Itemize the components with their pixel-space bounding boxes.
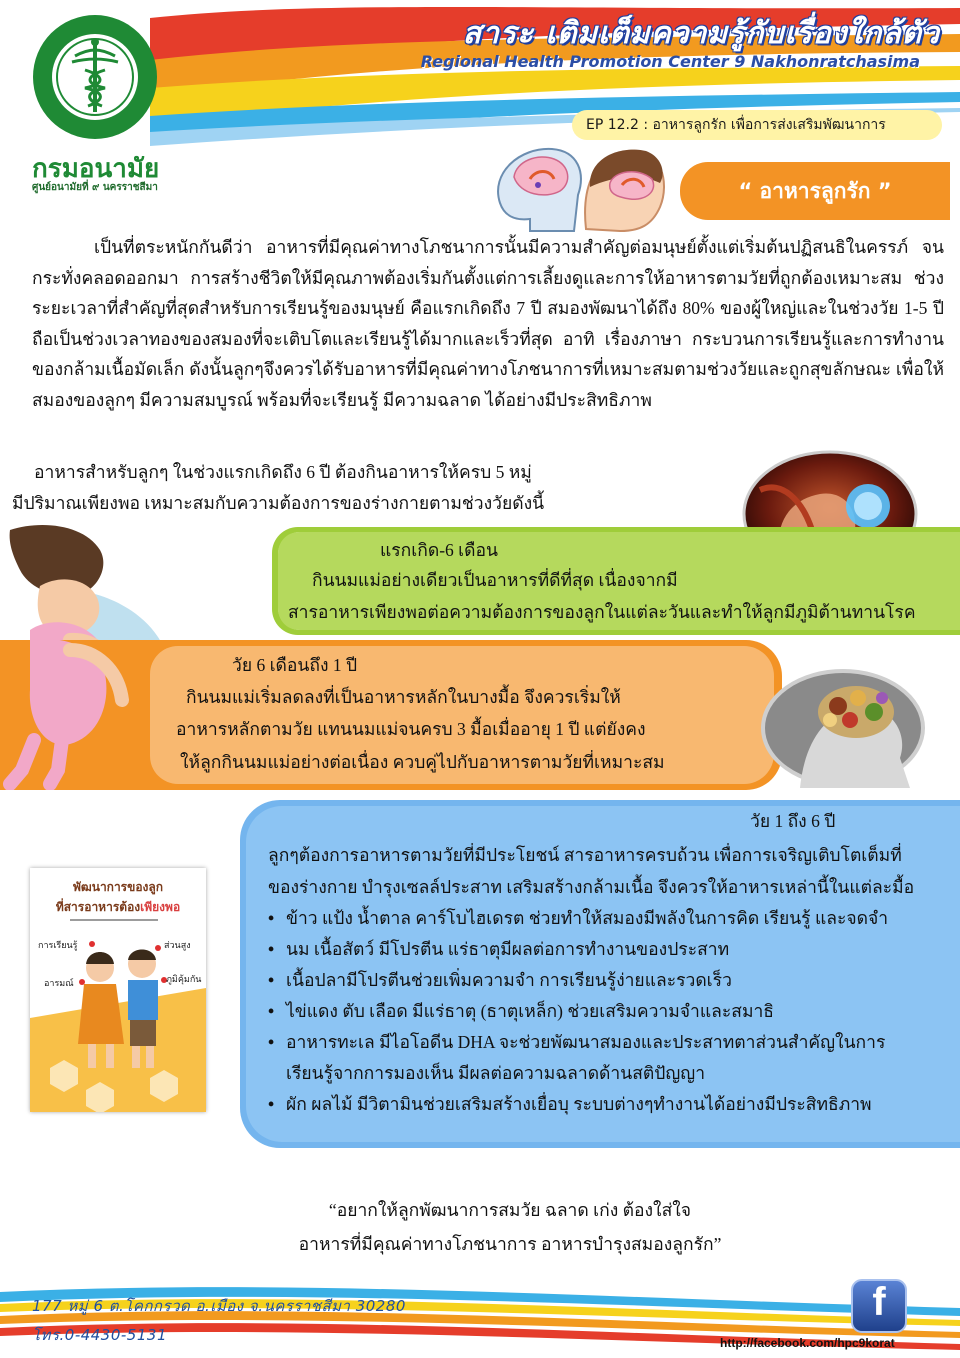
poster-label-immunity: ภูมิคุ้มกัน <box>166 975 202 985</box>
topic-title-box: “ อาหารลูกรัก ” <box>680 162 950 220</box>
infant-heading: วัย 6 เดือนถึง 1 ปี <box>232 655 358 675</box>
poster-label-mood: อารมณ์ <box>44 979 74 989</box>
list-item: • ผัก ผลไม้ มีวิตามินช่วยเสริมสร้างเยื่อบุ ระบบต่างๆทำงานได้อย่างมีประสิทธิภาพ <box>268 1089 958 1120</box>
lead-text <box>12 457 602 518</box>
department-subtitle: ศูนย์อนามัยที่ ๙ นครราชสีมา <box>32 182 158 193</box>
header-title: สาระ เติมเต็มความรู้กับเรื่องใกล้ตัว <box>462 16 940 51</box>
child-brain-illustration <box>490 143 670 235</box>
header-subtitle: Regional Health Promotion Center 9 Nakhonratchasima <box>420 52 920 71</box>
facebook-icon[interactable] <box>848 1276 910 1336</box>
poster-label-height: ส่วนสูง <box>164 941 191 951</box>
ministry-logo-icon <box>30 12 160 142</box>
list-item: • ไข่แดง ตับ เลือด มีแร่ธาตุ (ธาตุเหล็ก) ช่วยเสริมความจำและสมาธิ <box>268 996 958 1027</box>
poster-title-2b: เพียงพอ <box>140 900 181 914</box>
newborn-line-2: สารอาหารเพียงพอต่อความต้องการของลูกในแต่ละวันและทำให้ลูกมีภูมิต้านทานโรค <box>288 602 916 622</box>
poster-title-1: พัฒนาการของลูก <box>72 880 164 894</box>
infant-line-2: อาหารหลักตามวัย แทนนมแม่จนครบ 3 มื้อเมื่ออายุ 1 ปี แต่ยังคง <box>176 719 646 739</box>
facebook-link[interactable]: http://facebook.com/hpc9korat <box>720 1336 895 1350</box>
poster-title-2a: ที่สารอาหารต้อง <box>55 900 141 914</box>
toddler-food-list <box>268 903 958 1120</box>
infant-line-3: ให้ลูกกินนมแม่อย่างต่อเนื่อง ควบคู่ไปกับอาหารตามวัยที่เหมาะสม <box>180 752 665 772</box>
closing-line-1: “อยากให้ลูกพัฒนาการสมวัย ฉลาด เก่ง ต้องใส่ใจ <box>328 1200 692 1220</box>
footer-address: 177 หมู่ 6 ต.โคกกรวด อ.เมือง จ.นครราชสีมา 30280 <box>32 1297 406 1315</box>
mother-baby-overlap <box>0 640 168 790</box>
toddler-heading: วัย 1 ถึง 6 ปี <box>750 811 836 831</box>
list-item: • เนื้อปลามีโปรตีนช่วยเพิ่มความจำ การเรียนรู้ง่ายและรวดเร็ว <box>268 965 958 996</box>
episode-label: EP 12.2 : อาหารลูกรัก เพื่อการส่งเสริมพัฒนาการ <box>572 110 942 140</box>
lead-line-1: อาหารสำหรับลูกๆ ในช่วงแรกเกิดถึง 6 ปี ต้องกินอาหารให้ครบ 5 หมู่ <box>34 462 532 482</box>
closing-line-2: อาหารที่มีคุณค่าทางโภชนาการ อาหารบำรุงสมองลูกรัก” <box>298 1234 722 1254</box>
list-item-continuation-text: เรียนรู้จากการมองเห็น มีผลต่อความฉลาดด้านสติปัญญา <box>286 1063 706 1083</box>
poster-label-learning: การเรียนรู้ <box>38 941 78 951</box>
poster-title-2 <box>30 898 206 917</box>
list-item: • นม เนื้อสัตว์ มีโปรตีน แร่ธาตุมีผลต่อการทำงานของประสาท <box>268 934 958 965</box>
closing-quote <box>200 1193 820 1261</box>
list-item-continuation <box>268 1058 958 1089</box>
development-poster <box>30 868 206 1112</box>
newborn-heading: แรกเกิด-6 เดือน <box>380 540 498 560</box>
brain-food-image <box>760 668 926 788</box>
lead-line-2: มีปริมาณเพียงพอ เหมาะสมกับความต้องการของร่างกายตามช่วงวัยดังนี้ <box>12 492 545 513</box>
infant-line-1: กินนมแม่เริ่มลดลงที่เป็นอาหารหลักในบางมื้อ จึงควรเริ่มให้ <box>186 687 621 707</box>
facebook-glyph: f <box>872 1280 886 1324</box>
department-name: กรมอนามัย <box>32 154 160 184</box>
newborn-line-1: กินนมแม่อย่างเดียวเป็นอาหารที่ดีที่สุด เนื่องจากมี <box>312 570 678 590</box>
toddler-intro-2: ของร่างกาย บำรุงเซลล์ประสาท เสริมสร้างกล้ามเนื้อ จึงควรให้อาหารเหล่านี้ในแต่ละมื้อ <box>268 877 915 897</box>
toddler-intro-1: ลูกๆต้องการอาหารตามวัยที่มีประโยชน์ สารอาหารครบถ้วน เพื่อการเจริญเติบโตเต็มที่ <box>268 845 902 865</box>
intro-paragraph: เป็นที่ตระหนักกันดีว่า อาหารที่มีคุณค่าทางโภชนาการนั้นมีความสำคัญต่อมนุษย์ตั้งแต่เริ่มต้นปฏิสนธิในครรภ์ จนกระทั่งคลอดออกมา การสร้างชีวิตให้มีคุณภาพต้องเริ่มกันตั้งแต่การเลี้ยงดูและการให้อาหารตามวัยที่ถูกต้องเหมาะสม ช่วงระยะเวลาที่สำคัญที่สุดสำหรับการเรียนรู้ของมนุษย์ คือแรกเกิดถึง 7 ปี สมองพัฒนาได้ถึง 80% ของผู้ใหญ่และในช่วงวัย 1-5 ปี ถือเป็นช่วงเวลาทองของสมองที่จะเติบโตและเรียนรู้ได้มากและเร็วที่สุด อาทิ เรื่องภาษา กระบวนการเรียนรู้และการทำงานของกล้ามเนื้อมัดเล็ก ดังนั้นลูกๆจึงควรได้รับอาหารที่มีคุณค่าทางโภชนาการที่เหมาะสมตามช่วงวัยและถูกสุขลักษณะ เพื่อให้สมองของลูกๆ มีความสมบูรณ์ พร้อมที่จะเรียนรู้ มีความฉลาด ได้อย่างมีประสิทธิภาพ <box>32 237 944 410</box>
list-item: • อาหารทะเล มีไอโอดีน DHA จะช่วยพัฒนาสมองและประสาทตาส่วนสำคัญในการ <box>268 1027 958 1058</box>
list-item: • ข้าว แป้ง น้ำตาล คาร์โบไฮเดรต ช่วยทำให้สมองมีพลังในการคิด เรียนรู้ และจดจำ <box>268 903 958 934</box>
footer-phone: โทร.0-4430-5131 <box>32 1326 167 1344</box>
